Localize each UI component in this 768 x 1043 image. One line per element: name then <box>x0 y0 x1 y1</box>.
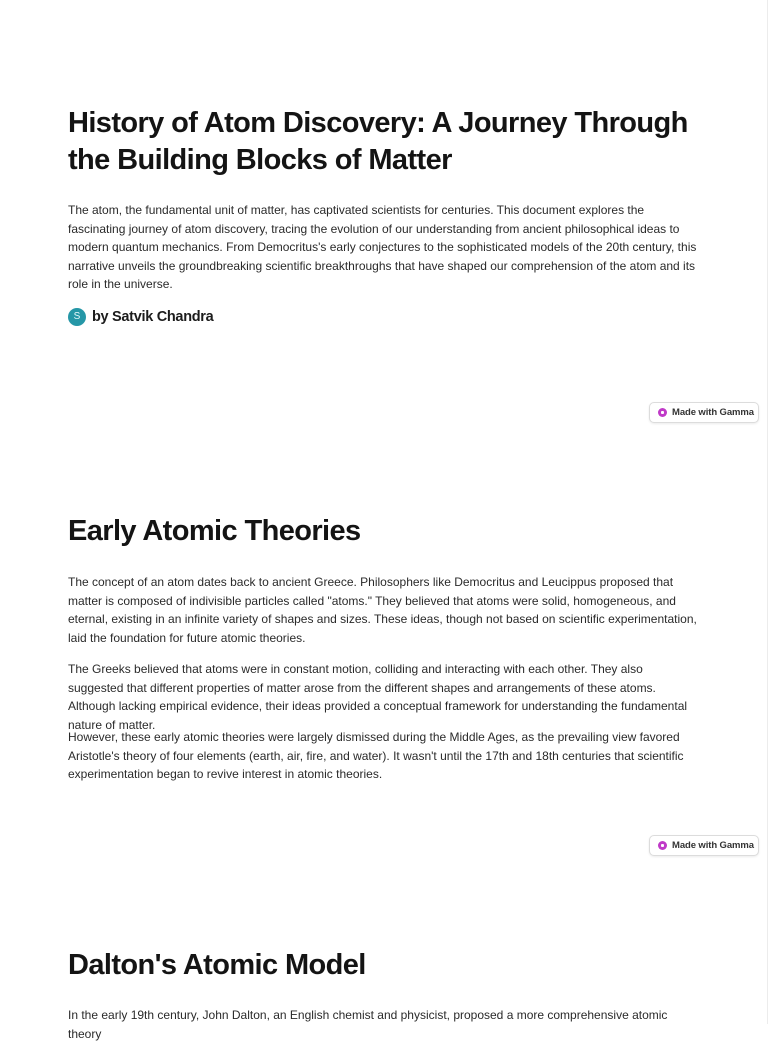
section-heading: Early Atomic Theories <box>68 515 361 547</box>
made-with-gamma-button[interactable] <box>649 402 759 423</box>
early-theories-body <box>68 573 700 647</box>
dalton-heading-section <box>68 947 700 984</box>
author-name: by Satvik Chandra <box>92 309 214 325</box>
paragraph: The concept of an atom dates back to ancient Greece. Philosophers like Democritus and Leucippus proposed that matter is composed of indivisible particles called "atoms." They believed that atoms were solid, homogeneous, and eternal, existing in an infinite variety of shapes and sizes. These ideas, though not based on scientific experimentation, laid the foundation for future atomic theories. <box>68 575 697 645</box>
badge-label: Made with Gamma <box>672 840 754 851</box>
gamma-logo-icon <box>658 841 667 850</box>
slide-title-section <box>68 105 700 179</box>
early-theories-body <box>68 728 700 784</box>
dalton-body <box>68 1006 700 1043</box>
badge-label: Made with Gamma <box>672 407 754 418</box>
intro-paragraph: The atom, the fundamental unit of matter, has captivated scientists for centuries. This document explores the fascinating journey of atom discovery, tracing the evolution of our understanding from ancient philosophical ideas to modern quantum mechanics. From Democritus's early conjectures to the sophisticated models of the 20th century, this narrative unveils the groundbreaking scientific breakthroughs that have shaped our comprehension of the atom and its role in the universe. <box>68 203 697 291</box>
page-title: History of Atom Discovery: A Journey Through the Building Blocks of Matter <box>68 107 688 176</box>
early-theories-heading-section <box>68 513 700 550</box>
gamma-logo-icon <box>658 408 667 417</box>
intro-section <box>68 201 700 294</box>
paragraph: The Greeks believed that atoms were in constant motion, colliding and interacting with each other. They also suggested that different properties of matter arose from the different shapes and arrangements of these atoms. Although lacking empirical evidence, their ideas provided a conceptual framework for understanding the fundamental nature of matter. <box>68 662 688 732</box>
avatar: S <box>68 308 86 326</box>
author-byline <box>68 307 213 327</box>
paragraph: However, these early atomic theories were largely dismissed during the Middle Ages, as the prevailing view favored Aristotle's theory of four elements (earth, air, fire, and water). It wasn't until the 17th and 18th centuries that scientific experimentation began to revive interest in atomic theories. <box>68 730 684 781</box>
section-heading: Dalton's Atomic Model <box>68 949 366 981</box>
paragraph: In the early 19th century, John Dalton, an English chemist and physicist, proposed a more comprehensive atomic theory <box>68 1008 668 1041</box>
made-with-gamma-button[interactable] <box>649 835 759 856</box>
early-theories-body <box>68 660 700 734</box>
